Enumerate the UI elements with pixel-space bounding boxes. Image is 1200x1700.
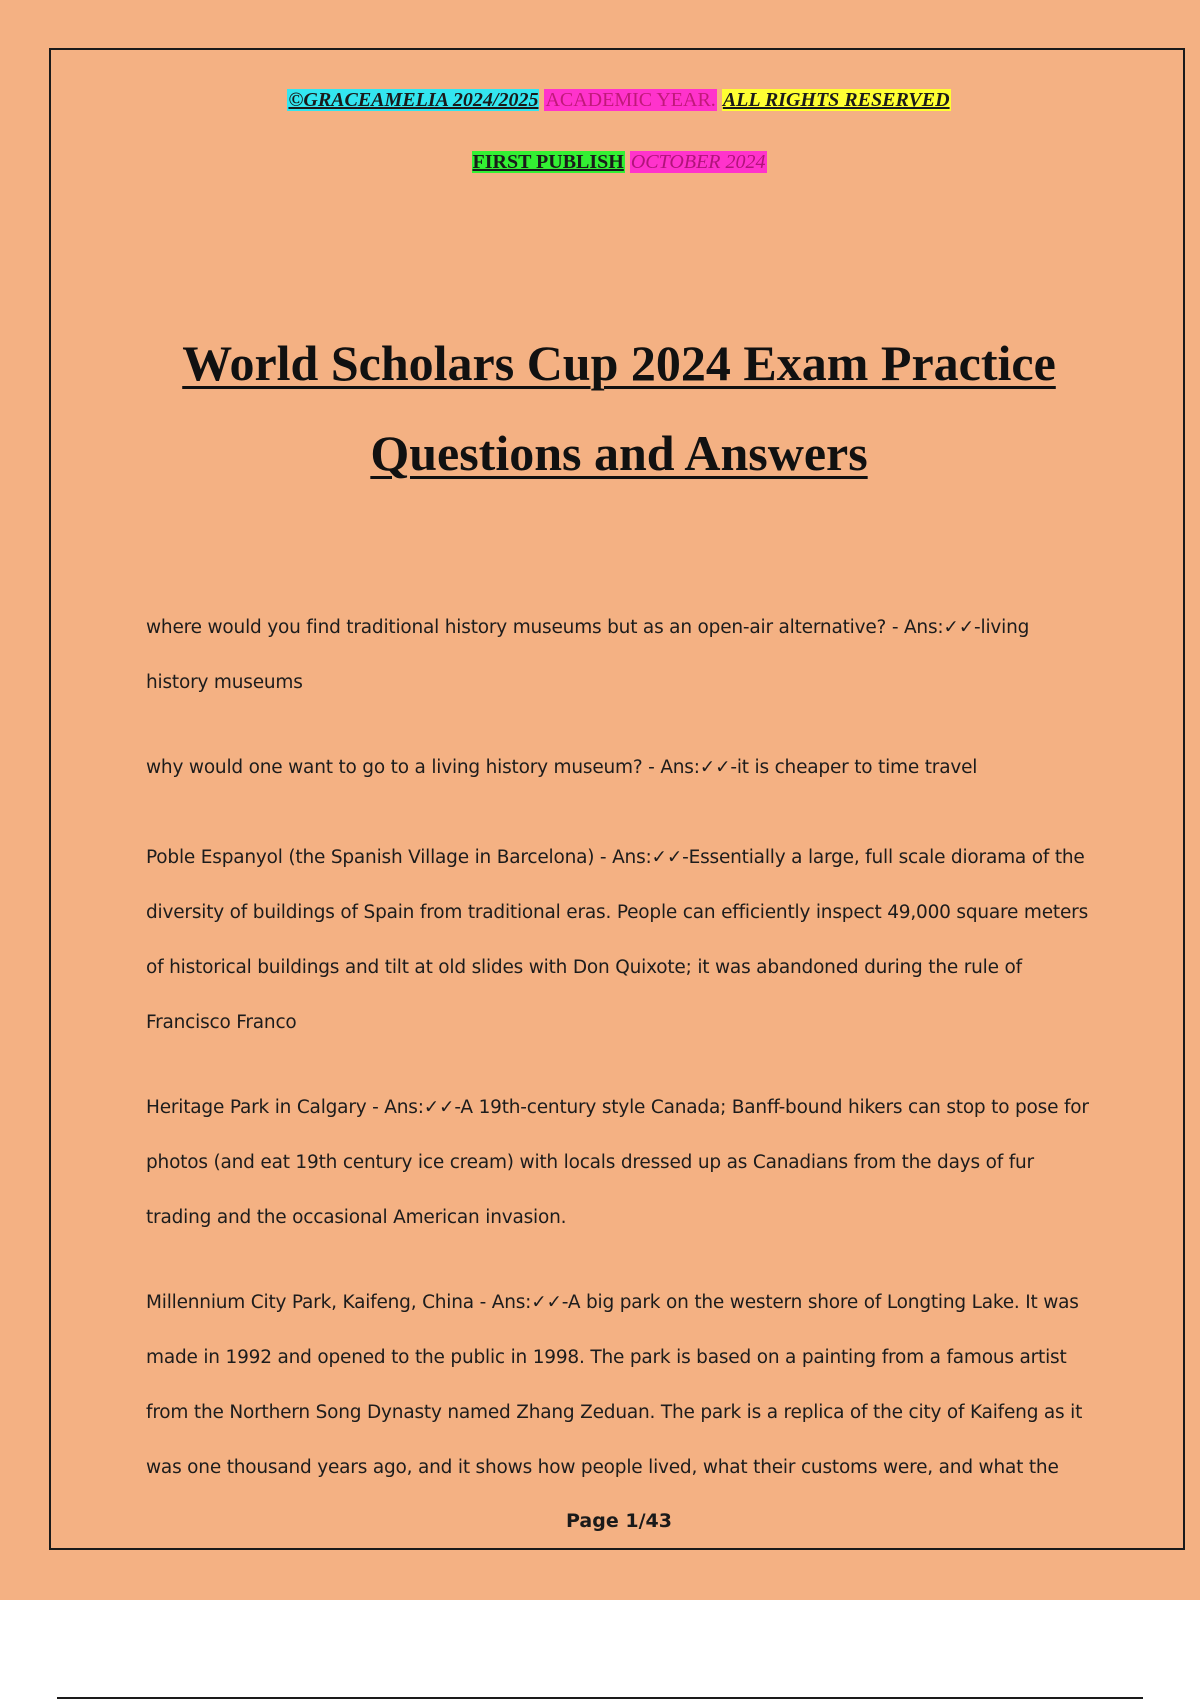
qa-item: where would you find traditional history museums but as an open-air alternative? - Ans:✓✓-living history museums [146,617,1030,693]
first-publish-text: FIRST PUBLISH [472,151,624,173]
academic-year-text: ACADEMIC YEAR. [545,89,716,111]
page-border-frame [49,48,1185,1550]
qa-item: why would one want to go to a living history museum? - Ans:✓✓-it is cheaper to time travel [146,757,978,778]
publish-date-text: OCTOBER 2024 [630,151,766,173]
page-number: Page 1/43 [566,1510,672,1532]
qa-item: Millennium City Park, Kaifeng, China - Ans:✓✓-A big park on the western shore of Longting Lake. It was made in 1992 and opened to the public in 1998. The park is based on a painting from a famous artist from the Northern Song Dynasty named Zhang Zeduan. The park is a replica of the city of Kaifeng as it was one thousand years ago, and it shows how people lived, what their customs were, and what the [146,1292,1083,1478]
document-title [51,318,1187,498]
bottom-divider [57,1697,1143,1699]
publish-header [51,148,1187,176]
copyright-header [51,86,1187,114]
title-line-1: World Scholars Cup 2024 Exam Practice [182,335,1056,391]
copyright-text: ©GRACEAMELIA 2024/2025 [288,89,539,111]
qa-item: Heritage Park in Calgary - Ans:✓✓-A 19th-century style Canada; Banff-bound hikers can stop to pose for photos (and eat 19th century ice cream) with locals dressed up as Canadians from the days of fur trading and the occasional American invasion. [146,1097,1089,1228]
rights-reserved-text: ALL RIGHTS RESERVED [722,89,950,111]
qa-item: Poble Espanyol (the Spanish Village in Barcelona) - Ans:✓✓-Essentially a large, full scale diorama of the diversity of buildings of Spain from traditional eras. People can efficiently inspect 49,000 square meters of historical buildings and tilt at old slides with Don Quixote; it was abandoned during the rule of Francisco Franco [146,847,1089,1033]
title-line-2: Questions and Answers [370,425,868,481]
